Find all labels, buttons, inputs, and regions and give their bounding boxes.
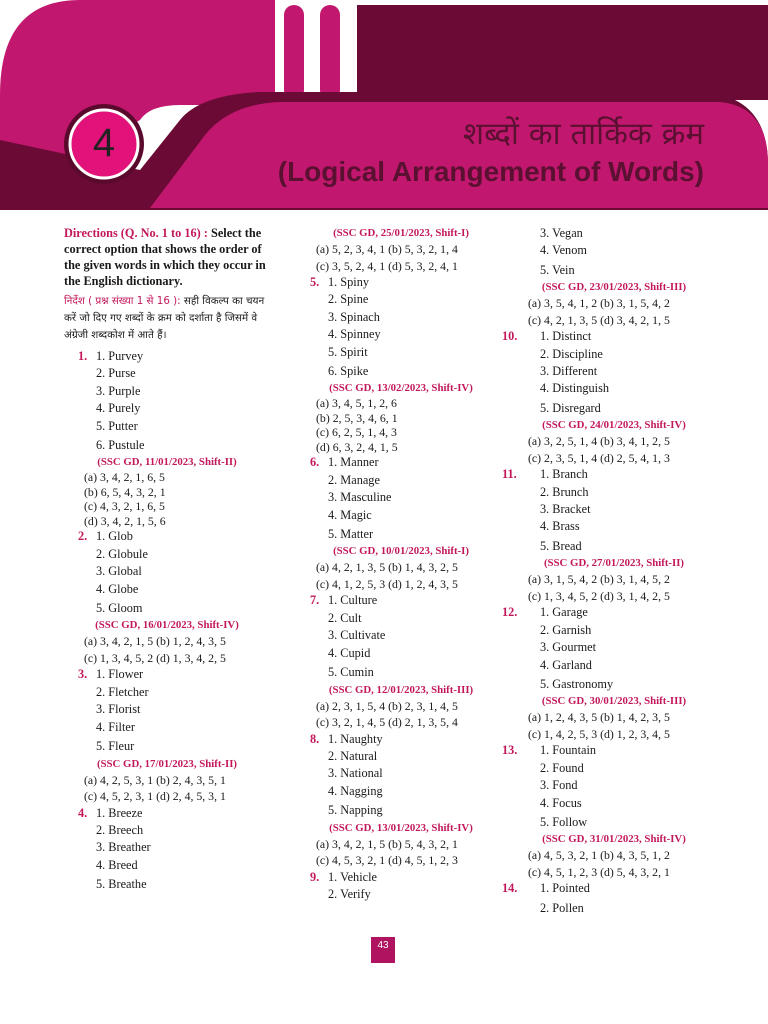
answer-option: (b) 2, 5, 3, 4, 6, 1 <box>316 410 398 425</box>
word-item: 2. Natural <box>328 748 378 763</box>
word-item <box>296 731 506 748</box>
exam-source: (SSC GD, 12/01/2023, Shift-III) <box>328 683 474 696</box>
word-item: 2. Discipline <box>540 346 603 361</box>
question-number: 4. <box>78 805 88 820</box>
chapter-title-hindi: शब्दों का तार्किक क्रम <box>463 116 704 152</box>
word-item <box>502 466 720 483</box>
question-3 <box>64 666 270 804</box>
question-9 <box>296 869 506 904</box>
question-6 <box>296 454 506 592</box>
word-item: 4. Nagging <box>328 783 383 798</box>
exam-source: (SSC GD, 10/01/2023, Shift-I) <box>333 545 469 558</box>
word-item: 3. Masculine <box>328 490 392 505</box>
question-number: 11. <box>502 467 517 482</box>
chapter-title-english: (Logical Arrangement of Words) <box>277 156 704 187</box>
answer-option: (b) 6, 5, 4, 3, 2, 1 <box>84 484 166 499</box>
answer-option: (a) 4, 2, 1, 3, 5 (b) 1, 4, 3, 2, 5 <box>316 560 458 575</box>
answer-option: (a) 4, 5, 3, 2, 1 (b) 4, 3, 5, 1, 2 <box>528 848 670 863</box>
exam-source: (SSC GD, 11/01/2023, Shift-II) <box>97 456 237 469</box>
word-item: 3. National <box>328 766 383 781</box>
word-item: 2. Fletcher <box>96 684 149 699</box>
word-item: 5. Fleur <box>96 739 135 754</box>
word-text: 1. Culture <box>328 593 378 608</box>
exam-source: (SSC GD, 13/01/2023, Shift-IV) <box>329 821 473 834</box>
chapter-number: 4 <box>92 121 116 165</box>
page-number: 43 <box>371 937 395 963</box>
exam-source: (SSC GD, 27/01/2023, Shift-II) <box>543 557 685 570</box>
word-item: 3. Breather <box>96 840 151 855</box>
question-12 <box>502 604 720 742</box>
directions-hindi: निर्देश ( प्रश्न संख्या 1 से 16 ): सही विकल्प का चयन करें जो दिए गए शब्दों के क्रम को दर्शाता है जिसमें वे अंग्रेजी शब्दकोश में आते हैं। <box>64 295 265 341</box>
word-item: 2. Brunch <box>540 484 589 499</box>
word-item: 2. Verify <box>328 886 371 901</box>
word-item <box>502 604 720 621</box>
word-item: 2. Cult <box>328 610 362 625</box>
question-number: 1. <box>78 349 88 363</box>
word-item: 2. Garnish <box>540 622 592 637</box>
answer-option: (a) 3, 4, 2, 1, 5 (b) 1, 2, 4, 3, 5 <box>84 634 226 649</box>
answer-option: (a) 3, 2, 5, 1, 4 (b) 3, 4, 1, 2, 5 <box>528 434 670 449</box>
answer-option: (a) 1, 2, 4, 3, 5 (b) 1, 4, 2, 3, 5 <box>528 710 670 725</box>
answer-option: (d) 3, 4, 2, 1, 5, 6 <box>84 513 166 528</box>
question-4 <box>64 805 270 894</box>
answer-option: (a) 3, 4, 2, 1, 5 (b) 5, 4, 3, 2, 1 <box>316 836 458 851</box>
question-2 <box>64 528 270 666</box>
answer-option: (c) 4, 1, 2, 5, 3 (d) 1, 2, 4, 3, 5 <box>316 576 458 591</box>
word-item: 4. Venom <box>540 243 587 258</box>
column-1 <box>64 225 270 894</box>
column-2 <box>296 225 506 903</box>
exam-source: (SSC GD, 16/01/2023, Shift-IV) <box>95 619 239 632</box>
word-item <box>502 880 720 897</box>
word-item: 4. Garland <box>540 657 592 672</box>
question-13 <box>502 742 720 880</box>
question-number: 9. <box>310 869 320 884</box>
answer-option: (a) 2, 3, 1, 5, 4 (b) 2, 3, 1, 4, 5 <box>316 698 458 713</box>
exam-source: (SSC GD, 17/01/2023, Shift-II) <box>96 757 238 770</box>
answer-option: (a) 4, 2, 5, 3, 1 (b) 2, 4, 3, 5, 1 <box>84 772 226 787</box>
word-item: 3. Different <box>540 364 598 379</box>
word-item: 2. Manage <box>328 472 380 487</box>
word-text: 1. Manner <box>328 455 379 470</box>
word-item: 2. Pollen <box>540 900 584 915</box>
answer-option: (c) 4, 5, 3, 2, 1 (d) 4, 5, 1, 2, 3 <box>316 853 458 868</box>
question-number: 2. <box>78 529 88 544</box>
word-item: 3. Bracket <box>540 502 591 517</box>
word-text: 1. Glob <box>96 529 133 544</box>
question-10 <box>502 328 720 466</box>
question-number: 8. <box>310 731 320 746</box>
word-item: 5. Napping <box>328 803 383 818</box>
word-text: 1. Spiny <box>328 275 369 289</box>
word-item: 4. Filter <box>96 719 135 734</box>
word-text: 1. Naughty <box>328 731 383 746</box>
question-7 <box>296 592 506 730</box>
exam-source: (SSC GD, 25/01/2023, Shift-I) <box>333 227 469 239</box>
answer-option: (c) 2, 3, 5, 1, 4 (d) 2, 5, 4, 1, 3 <box>528 450 670 465</box>
word-item: 5. Gastronomy <box>540 676 614 691</box>
word-item <box>64 805 270 822</box>
question-number: 6. <box>310 455 320 470</box>
word-item <box>296 454 506 471</box>
word-item <box>64 348 270 365</box>
word-item: 4. Distinguish <box>540 381 610 396</box>
answer-option: (c) 3, 5, 2, 4, 1 (d) 5, 3, 2, 4, 1 <box>316 258 458 273</box>
exam-source: (SSC GD, 23/01/2023, Shift-III) <box>541 281 687 294</box>
answer-option: (a) 3, 5, 4, 1, 2 (b) 3, 1, 5, 4, 2 <box>528 296 670 311</box>
answer-option: (c) 1, 4, 2, 5, 3 (d) 1, 2, 3, 4, 5 <box>528 726 670 741</box>
word-item: 3. Fond <box>540 778 578 793</box>
word-item <box>64 666 270 683</box>
directions-english: Directions (Q. No. 1 to 16) : Select the correct option that shows the order of the given words in which they occur in the English dictionary. <box>64 226 266 288</box>
question-1 <box>64 348 270 528</box>
word-item <box>64 528 270 545</box>
question-number: 7. <box>310 593 320 608</box>
word-item: 5. Bread <box>540 538 582 553</box>
question-number: 5. <box>310 275 320 289</box>
word-item: 2. Globule <box>96 546 148 561</box>
word-item: 4. Spinney <box>328 327 381 342</box>
exam-source: (SSC GD, 31/01/2023, Shift-IV) <box>542 833 686 846</box>
word-item: 4. Purely <box>96 401 141 416</box>
word-item: 3. Purple <box>96 383 141 398</box>
word-item: 4. Focus <box>540 795 582 810</box>
answer-option: (c) 6, 2, 5, 1, 4, 3 <box>316 425 397 440</box>
word-item <box>296 274 506 291</box>
answer-option: (a) 3, 4, 2, 1, 6, 5 <box>84 470 165 485</box>
exam-source: (SSC GD, 24/01/2023, Shift-IV) <box>542 419 686 432</box>
question-number: 14. <box>502 881 518 896</box>
column-3 <box>502 225 720 917</box>
question-number: 12. <box>502 605 518 620</box>
word-item: 3. Spinach <box>328 309 380 324</box>
answer-option: (a) 5, 2, 3, 4, 1 (b) 5, 3, 2, 1, 4 <box>316 242 458 256</box>
word-item: 5. Breathe <box>96 877 147 892</box>
word-item: 5. Vein <box>540 262 575 277</box>
word-item: 5. Cumin <box>328 665 374 680</box>
word-item: 3. Global <box>96 564 142 579</box>
question-number: 3. <box>78 667 88 682</box>
word-item: 4. Cupid <box>328 645 371 660</box>
word-item <box>296 592 506 609</box>
answer-option: (d) 6, 3, 2, 4, 1, 5 <box>316 439 398 454</box>
exam-source: (SSC GD, 30/01/2023, Shift-III) <box>541 695 687 708</box>
word-text: 1. Garage <box>540 605 588 620</box>
word-item: 5. Matter <box>328 527 374 542</box>
word-item <box>502 742 720 759</box>
word-item: 3. Vegan <box>540 226 583 240</box>
word-item: 5. Putter <box>96 418 138 433</box>
word-item: 2. Found <box>540 760 584 775</box>
word-item: 3. Cultivate <box>328 628 386 643</box>
word-item: 4. Globe <box>96 581 139 596</box>
question-5 <box>296 274 506 454</box>
word-text: 1. Vehicle <box>328 869 377 884</box>
question-8 <box>296 731 506 869</box>
word-item: 6. Pustule <box>96 438 145 453</box>
question-4 <box>296 225 506 274</box>
answer-option: (c) 1, 3, 4, 5, 2 (d) 3, 1, 4, 2, 5 <box>528 588 670 603</box>
word-text: 1. Branch <box>540 467 588 482</box>
word-item: 2. Purse <box>96 366 136 381</box>
word-item <box>296 869 506 886</box>
word-item: 4. Brass <box>540 519 580 534</box>
word-item: 5. Gloom <box>96 601 143 616</box>
word-text: 1. Flower <box>96 667 144 682</box>
answer-option: (c) 4, 5, 1, 2, 3 (d) 5, 4, 3, 2, 1 <box>528 864 670 879</box>
word-item: 5. Disregard <box>540 400 601 415</box>
question-number: 13. <box>502 743 518 758</box>
word-item <box>502 328 720 345</box>
answer-option: (c) 3, 2, 1, 4, 5 (d) 2, 1, 3, 5, 4 <box>316 715 458 729</box>
word-item: 5. Follow <box>540 814 588 829</box>
word-text: 1. Breeze <box>96 805 143 820</box>
word-text: 1. Purvey <box>96 349 144 363</box>
word-item: 6. Spike <box>328 364 369 379</box>
exam-source: (SSC GD, 13/02/2023, Shift-IV) <box>329 382 473 395</box>
answer-option: (a) 3, 4, 5, 1, 2, 6 <box>316 396 397 411</box>
question-11 <box>502 466 720 604</box>
word-item: 4. Breed <box>96 857 138 872</box>
word-item: 4. Magic <box>328 507 372 522</box>
question-9 <box>508 225 720 328</box>
word-item: 3. Gourmet <box>540 640 597 655</box>
answer-option: (c) 4, 3, 2, 1, 6, 5 <box>84 499 165 514</box>
word-text: 1. Distinct <box>540 329 592 344</box>
answer-option: (c) 4, 2, 1, 3, 5 (d) 3, 4, 2, 1, 5 <box>528 312 670 327</box>
word-item: 3. Florist <box>96 702 141 717</box>
word-item: 5. Spirit <box>328 344 368 359</box>
answer-option: (a) 3, 1, 5, 4, 2 (b) 3, 1, 4, 5, 2 <box>528 572 670 587</box>
answer-option: (c) 1, 3, 4, 5, 2 (d) 1, 3, 4, 2, 5 <box>84 650 226 665</box>
question-number: 10. <box>502 329 518 344</box>
word-text: 1. Fountain <box>540 743 597 758</box>
word-item: 2. Spine <box>328 292 369 307</box>
answer-option: (c) 4, 5, 2, 3, 1 (d) 2, 4, 5, 3, 1 <box>84 789 226 803</box>
question-14 <box>502 880 720 917</box>
word-item: 2. Breech <box>96 822 144 837</box>
word-text: 1. Pointed <box>540 881 590 896</box>
